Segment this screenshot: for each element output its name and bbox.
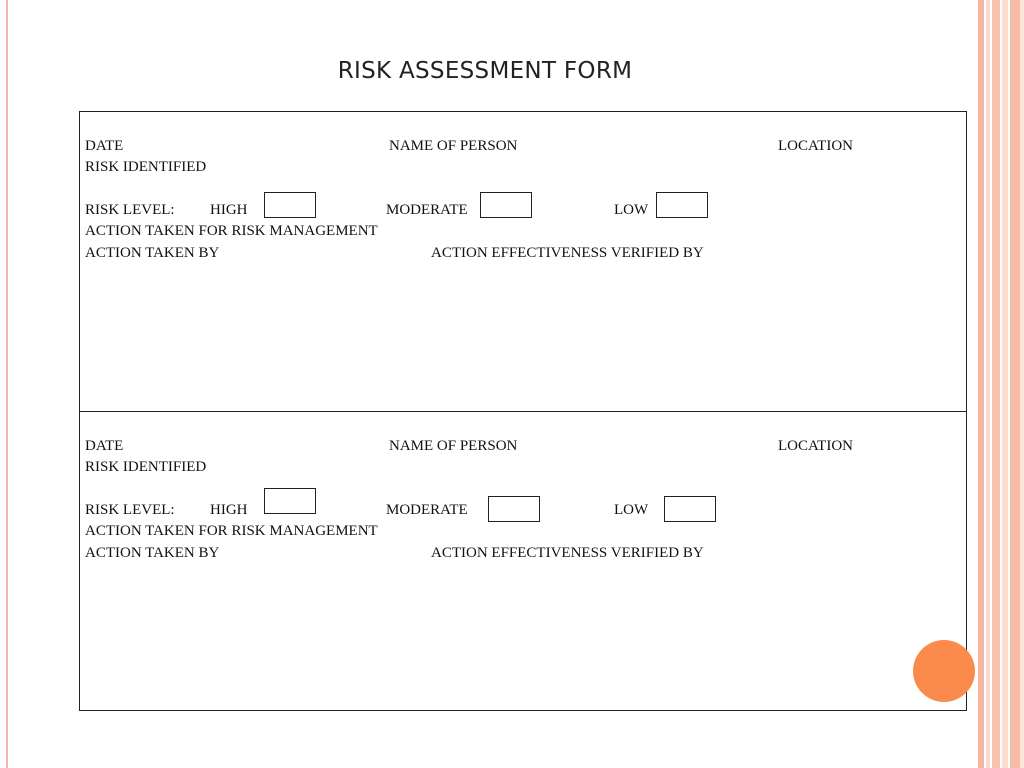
form-section-1 (80, 112, 966, 412)
right-border-stripe (978, 0, 984, 768)
action-taken-by-label: ACTION TAKEN BY (85, 245, 220, 261)
risk-level-label: RISK LEVEL: (85, 502, 175, 518)
risk-assessment-form (79, 111, 967, 711)
moderate-checkbox[interactable] (480, 192, 532, 218)
verified-by-label: ACTION EFFECTIVENESS VERIFIED BY (431, 545, 704, 561)
moderate-checkbox[interactable] (488, 496, 540, 522)
left-border-line (6, 0, 8, 768)
name-of-person-label: NAME OF PERSON (389, 438, 518, 454)
high-label: HIGH (210, 502, 248, 518)
right-border-stripe (986, 0, 990, 768)
high-checkbox[interactable] (264, 488, 316, 514)
action-taken-by-label: ACTION TAKEN BY (85, 545, 220, 561)
low-label: LOW (614, 502, 649, 518)
date-label: DATE (85, 138, 124, 154)
decorative-orange-circle (913, 640, 975, 702)
name-of-person-label: NAME OF PERSON (389, 138, 518, 154)
risk-identified-label: RISK IDENTIFIED (85, 159, 207, 175)
high-checkbox[interactable] (264, 192, 316, 218)
right-border-stripe (1020, 0, 1024, 768)
form-section-2 (80, 411, 966, 712)
low-label: LOW (614, 202, 649, 218)
low-checkbox[interactable] (664, 496, 716, 522)
date-label: DATE (85, 438, 124, 454)
right-border-stripe (992, 0, 1000, 768)
location-label: LOCATION (778, 438, 853, 454)
high-label: HIGH (210, 202, 248, 218)
risk-identified-label: RISK IDENTIFIED (85, 459, 207, 475)
right-border-stripe (1002, 0, 1008, 768)
location-label: LOCATION (778, 138, 853, 154)
action-taken-label: ACTION TAKEN FOR RISK MANAGEMENT (85, 223, 378, 239)
action-taken-label: ACTION TAKEN FOR RISK MANAGEMENT (85, 523, 378, 539)
moderate-label: MODERATE (386, 202, 468, 218)
moderate-label: MODERATE (386, 502, 468, 518)
low-checkbox[interactable] (656, 192, 708, 218)
risk-level-label: RISK LEVEL: (85, 202, 175, 218)
verified-by-label: ACTION EFFECTIVENESS VERIFIED BY (431, 245, 704, 261)
right-border-stripe (1010, 0, 1020, 768)
page-title: RISK ASSESSMENT FORM (337, 58, 633, 84)
